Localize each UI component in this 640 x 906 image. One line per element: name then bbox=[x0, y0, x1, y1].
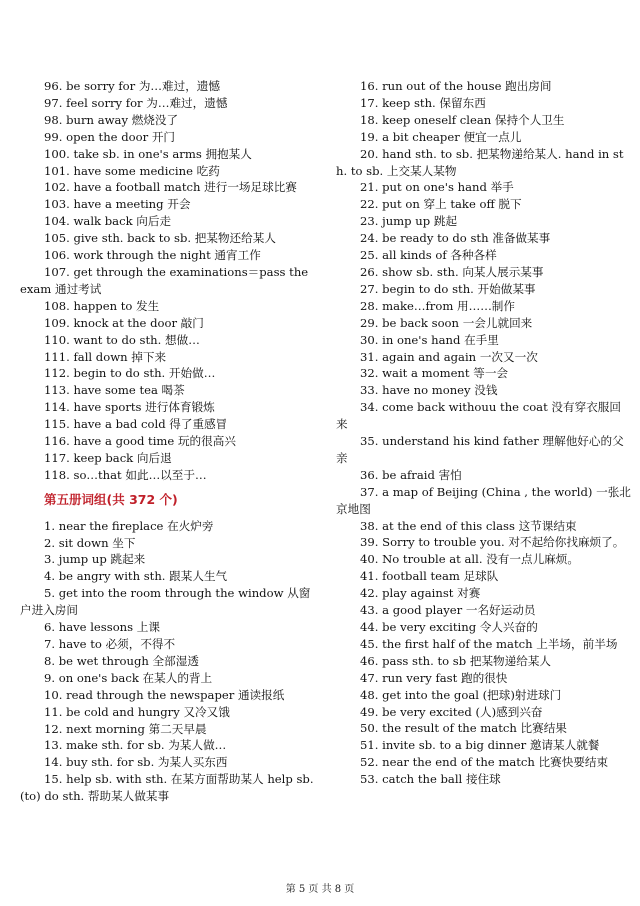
phrase-entry: 45. the first half of the match 上半场，前半场 bbox=[360, 636, 618, 651]
phrase-entry: 118. so…that 如此…以至于… bbox=[44, 467, 207, 482]
phrase-entry: 48. get into the goal (把球)射进球门 bbox=[360, 687, 562, 702]
phrase-entry: 109. knock at the door 敲门 bbox=[44, 315, 204, 330]
phrase-entry: 104. walk back 向后走 bbox=[44, 214, 172, 229]
phrase-entry: 18. keep oneself clean 保持个人卫生 bbox=[360, 112, 565, 127]
phrase-entry: 17. keep sth. 保留东西 bbox=[360, 95, 486, 110]
phrase-entry: 50. the result of the match 比赛结果 bbox=[360, 721, 567, 736]
phrase-entry: 1. near the fireplace 在火炉旁 bbox=[44, 518, 214, 533]
phrase-entry: 112. begin to do sth. 开始做… bbox=[44, 366, 216, 381]
phrase-list-book5-start bbox=[20, 518, 318, 805]
phrase-entry: 46. pass sth. to sb 把某物递给某人 bbox=[360, 653, 552, 668]
phrase-entry: 15. help sb. with sth. 在某方面帮助某人 help sb. (to) do sth. 帮助某人做某事 bbox=[20, 772, 314, 804]
phrase-entry: 37. a map of Beijing (China , the world) 一张北京地图 bbox=[336, 484, 631, 516]
phrase-entry: 2. sit down 坐下 bbox=[44, 535, 136, 550]
phrase-entry: 51. invite sb. to a big dinner 邀请某人就餐 bbox=[360, 738, 600, 753]
phrase-entry: 43. a good player 一名好运动员 bbox=[360, 603, 536, 618]
phrase-entry: 32. wait a moment 等一会 bbox=[360, 366, 509, 381]
phrase-entry: 97. feel sorry for 为…难过，遗憾 bbox=[44, 95, 228, 110]
phrase-entry: 98. burn away 燃烧没了 bbox=[44, 112, 179, 127]
phrase-entry: 28. make…from 用……制作 bbox=[360, 298, 515, 313]
phrase-entry: 108. happen to 发生 bbox=[44, 298, 160, 313]
phrase-entry: 102. have a football match 进行一场足球比赛 bbox=[44, 180, 297, 195]
phrase-entry: 12. next morning 第二天早晨 bbox=[44, 721, 207, 736]
phrase-entry: 6. have lessons 上课 bbox=[44, 620, 160, 635]
phrase-entry: 5. get into the room through the window 从窗户进入房间 bbox=[20, 586, 311, 618]
phrase-entry: 52. near the end of the match 比赛快要结束 bbox=[360, 755, 609, 770]
phrase-entry: 24. be ready to do sth 准备做某事 bbox=[360, 231, 551, 246]
left-column bbox=[20, 78, 318, 805]
phrase-entry: 111. fall down 掉下来 bbox=[44, 349, 167, 364]
phrase-entry: 35. understand his kind father 理解他好心的父亲 bbox=[336, 434, 624, 465]
phrase-entry: 21. put on one's hand 举手 bbox=[360, 180, 514, 195]
phrase-entry: 107. get through the examinations＝pass the exam 通过考试 bbox=[20, 264, 309, 296]
phrase-entry: 4. be angry with sth. 跟某人生气 bbox=[44, 569, 228, 584]
phrase-entry: 113. have some tea 喝茶 bbox=[44, 383, 185, 398]
phrase-entry: 30. in one's hand 在手里 bbox=[360, 332, 499, 347]
section-title: 第五册词组(共 372 个) bbox=[44, 491, 178, 507]
phrase-entry: 34. come back withouu the coat 没有穿衣服回来 bbox=[336, 400, 621, 432]
phrase-entry: 9. on one's back 在某人的背上 bbox=[44, 670, 213, 685]
phrase-entry: 39. Sorry to trouble you. 对不起给你找麻烦了。 bbox=[360, 535, 625, 550]
phrase-entry: 99. open the door 开门 bbox=[44, 129, 176, 144]
phrase-entry: 100. take sb. in one's arms 拥抱某人 bbox=[44, 146, 252, 161]
phrase-entry: 22. put on 穿上 take off 脱下 bbox=[360, 197, 522, 212]
phrase-entry: 116. have a good time 玩的很高兴 bbox=[44, 434, 236, 449]
phrase-entry: 106. work through the night 通宵工作 bbox=[44, 248, 261, 263]
phrase-entry: 11. be cold and hungry 又冷又饿 bbox=[44, 704, 230, 719]
phrase-entry: 41. football team 足球队 bbox=[360, 569, 499, 584]
phrase-entry: 3. jump up 跳起来 bbox=[44, 552, 146, 567]
phrase-entry: 49. be very excited (人)感到兴奋 bbox=[360, 704, 543, 719]
phrase-entry: 117. keep back 向后退 bbox=[44, 450, 172, 465]
phrase-entry: 10. read through the newspaper 通读报纸 bbox=[44, 687, 285, 702]
phrase-entry: 19. a bit cheaper 便宜一点儿 bbox=[360, 129, 522, 144]
phrase-entry: 25. all kinds of 各种各样 bbox=[360, 248, 497, 263]
phrase-entry: 13. make sth. for sb. 为某人做… bbox=[44, 738, 227, 753]
phrase-entry: 42. play against 对赛 bbox=[360, 586, 481, 601]
right-column bbox=[336, 78, 632, 788]
phrase-entry: 105. give sth. back to sb. 把某物还给某人 bbox=[44, 231, 276, 246]
phrase-entry: 14. buy sth. for sb. 为某人买东西 bbox=[44, 755, 228, 770]
phrase-entry: 47. run very fast 跑的很快 bbox=[360, 670, 508, 685]
phrase-entry: 103. have a meeting 开会 bbox=[44, 197, 191, 212]
phrase-entry: 38. at the end of this class 这节课结束 bbox=[360, 518, 577, 533]
phrase-entry: 31. again and again 一次又一次 bbox=[360, 349, 538, 364]
phrase-list-book5-continued bbox=[336, 78, 632, 788]
phrase-entry: 20. hand sth. to sb. 把某物递给某人. hand in sth. to sb. 上交某人某物 bbox=[336, 146, 624, 178]
phrase-entry: 8. be wet through 全部湿透 bbox=[44, 653, 199, 668]
phrase-entry: 26. show sb. sth. 向某人展示某事 bbox=[360, 264, 544, 279]
phrase-entry: 115. have a bad cold 得了重感冒 bbox=[44, 417, 228, 432]
phrase-entry: 53. catch the ball 接住球 bbox=[360, 772, 501, 787]
phrase-entry: 29. be back soon 一会儿就回来 bbox=[360, 315, 533, 330]
phrase-list-book4-end bbox=[20, 78, 318, 484]
phrase-entry: 27. begin to do sth. 开始做某事 bbox=[360, 281, 536, 296]
phrase-entry: 7. have to 必须，不得不 bbox=[44, 637, 176, 651]
phrase-entry: 44. be very exciting 令人兴奋的 bbox=[360, 620, 538, 634]
phrase-entry: 101. have some medicine 吃药 bbox=[44, 163, 220, 178]
phrase-entry: 36. be afraid 害怕 bbox=[360, 467, 462, 482]
phrase-entry: 40. No trouble at all. 没有一点儿麻烦。 bbox=[360, 552, 579, 567]
phrase-entry: 23. jump up 跳起 bbox=[360, 214, 458, 229]
phrase-entry: 114. have sports 进行体育锻炼 bbox=[44, 400, 215, 415]
phrase-entry: 96. be sorry for 为…难过，遗憾 bbox=[44, 79, 220, 93]
phrase-entry: 33. have no money 没钱 bbox=[360, 383, 498, 398]
phrase-entry: 110. want to do sth. 想做… bbox=[44, 332, 200, 347]
phrase-entry: 16. run out of the house 跑出房间 bbox=[360, 79, 552, 93]
page-footer: 第 5 页 共 8 页 bbox=[285, 884, 355, 895]
